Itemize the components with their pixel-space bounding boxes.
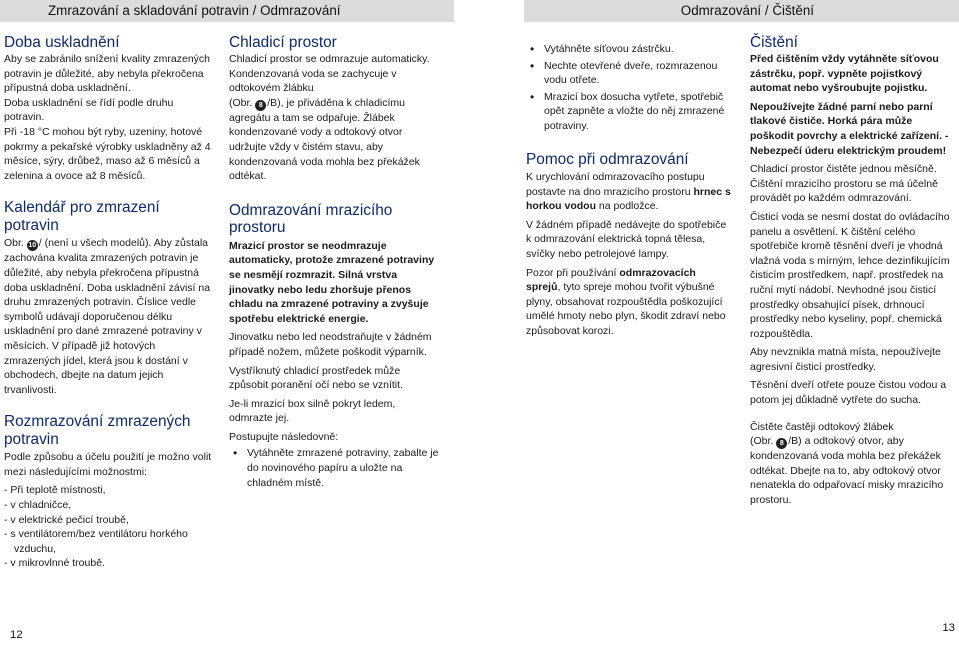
freezer-warning: Mrazicí prostor se neodmrazuje automaticky, protože zmrazené potraviny se nesmějí rozmrazit. Silná vrstva jinovatky nebo ledu zhoršuje přenos chladu na zmrazené potraviny a zvyšuje spotřebu elektrické energie.	[229, 239, 435, 325]
fridge-text: /B), je přiváděna k chladicímu agregátu a tam se odpařuje. Žlábek kondenzované vody a odtokový otvor udržujte vždy v čistém stavu, aby kondenzovaná voda mohla bez překážek odtékat.	[229, 96, 420, 183]
para-clean-2	[750, 100, 955, 158]
heading-fridge-compartment: Chladicí prostor	[229, 34, 337, 51]
thawing-options-list	[4, 483, 214, 571]
page-number-left: 12	[10, 629, 23, 641]
help-text-a: K urychlování odmrazovacího postupu postavte na dno mrazicího prostoru	[526, 171, 705, 198]
heading-freezing-calendar: Kalendář pro zmrazení potravin	[4, 199, 160, 234]
heading-thawing: Rozmrazování zmrazených potravin	[4, 413, 191, 448]
para-clean-7	[750, 420, 955, 508]
column-1	[4, 35, 214, 571]
column-2	[229, 35, 441, 494]
clean7-fig-label: (Obr.	[750, 435, 774, 448]
heading-defrost-help: Pomoc při odmrazování	[526, 150, 689, 168]
para-help-3	[526, 266, 732, 339]
para-freezer-bold	[229, 239, 441, 327]
clean-warning-1: Před čištěním vždy vytáhněte síťovou zástrčku, popř. vypněte pojistkový automat nebo vyšroubujte pojistku.	[750, 53, 939, 95]
thawing-option: - Při teplotě místnosti,	[4, 484, 106, 497]
column-4	[750, 35, 955, 512]
fridge-fig-label: (Obr.	[229, 96, 253, 109]
thawing-option: - s ventilátorem/bez ventilátoru horkého vzduchu,	[4, 528, 188, 555]
header-left-title: Zmrazování a skladování potravin / Odmrazování	[48, 3, 341, 18]
para-storage-3: Při -18 °C mohou být ryby, uzeniny, hotové pokrmy a pekařské výrobky uskladněny až 4 měsíce, sýry, drůbež, maso až 6 měsíců a zelenina a ovoce až 8 měsíců.	[4, 125, 211, 182]
header-left	[0, 0, 454, 22]
figure-number-icon: 8	[776, 438, 787, 449]
clean7-text-c: /B) a odtokový otvor, aby kondenzovaná voda mohla bez překážek odtékat. Dbejte na to, aby odtokový otvor nenatekla do odpařovací misky mrazicího prostoru.	[750, 435, 944, 507]
para-help-2: V žádném případě nedávejte do spotřebiče k odmrazování elektrická topná tělesa, svíčky nebo petrolejové lampy.	[526, 218, 727, 261]
help3-text-c: , tyto spreje mohou tvořit výbušné plyny, obsahovat rozpouštědla poškozující umělé hmoty nebo plyn, škodit zdraví nebo způsobovat korozi.	[526, 281, 726, 337]
para-clean-1	[750, 52, 955, 96]
heading-storage-time: Doba uskladnění	[4, 34, 120, 51]
para-clean-3: Chladicí prostor čistěte jednou měsíčně. Čištění mrazicího prostoru se má účelně provádět po každém odmrazování.	[750, 163, 938, 205]
bullet-item: • Vytáhněte síťovou zástrčku.	[526, 42, 732, 57]
para-clean-5: Aby nevznikla matná místa, nepoužívejte agresivní čisticí prostředky.	[750, 346, 941, 373]
column-3	[526, 35, 732, 343]
para-clean-4: Čisticí voda se nesmí dostat do ovládacího panelu a osvětlení. K čištění celého spotřebiče kromě těsnění dveří je vhodná vlažná voda s mírným, lehce dezinfikujícím čisticím prostředkem, např. prostředek na ruční mytí nádobí. Nevhodné jsou čisticí prostředky obsahující písek, drhnoucí prostředky nebo kyseliny, popř. chemická rozpouštědla.	[750, 210, 950, 340]
para-calendar	[4, 236, 214, 397]
para-procedure: Postupujte následovně:	[229, 430, 339, 443]
help-text-c: na podložce.	[598, 200, 659, 213]
bullet-item: • Vytáhněte zmrazené potraviny, zabalte je do novinového papíru a uložte na chladném místě.	[229, 446, 441, 490]
clean-warning-2: Nepoužívejte žádné parní nebo parní tlakové čističe. Horká pára může poškodit povrchy a elektrické zařízení. - Nebezpečí úderu elektrickým proudem!	[750, 100, 949, 157]
calendar-fig-label: Obr.	[4, 237, 24, 250]
para-fridge-2	[229, 96, 441, 184]
help3-text-bold: odmrazovacích sprejů	[526, 266, 696, 294]
page-number-right: 13	[942, 622, 955, 634]
para-help-1	[526, 170, 732, 214]
figure-number-icon: 10	[28, 242, 37, 250]
figure-number-icon: 8	[255, 100, 266, 111]
para-thawing: Podle způsobu a účelu použití je možno volit mezi následujícími možnostmi:	[4, 451, 212, 478]
help3-text-a: Pozor při používání	[526, 266, 617, 279]
thawing-option: - v chladničce,	[4, 499, 72, 512]
para-freezer-4: Je-li mrazicí box silně pokryt ledem, odmrazte jej.	[229, 397, 396, 425]
clean7-text-a: Čistěte častěji odtokový žlábek	[750, 420, 894, 433]
header-right-title: Odmrazování / Čištění	[680, 3, 814, 18]
thawing-option: - v mikrovlnné troubě.	[4, 557, 105, 570]
bullet-item: • Nechte otevřené dveře, rozmrazenou vodu otřete.	[526, 59, 732, 88]
para-storage-1: Aby se zabránilo snížení kvality zmrazených potravin je důležité, aby nebyla překročena přípustná doba uskladnění.	[4, 53, 211, 95]
para-freezer-3: Vystříknutý chladicí prostředek může způsobit poranění očí nebo se vznítit.	[229, 364, 403, 392]
heading-freezer-defrost: Odmrazování mrazicího prostoru	[229, 201, 393, 237]
calendar-text: / (není u všech modelů). Aby zůstala zachována kvalita zmrazených potravin je důležité, aby nebyla překročena přípustná doba uskladnění. Doba uskladnění závisí na druhu zmrazených potravin. Číslice vedle symbolů udávají doporučenou délku uskladnění pro dané zmrazené potraviny v měsících. V případě již hotových zmrazených jídel, která jsou k dostání v obchodech, dbejte na datum jejich trvanlivosti.	[4, 237, 211, 396]
header-right	[524, 0, 959, 22]
heading-cleaning: Čištění	[750, 34, 798, 51]
para-storage-2: Doba uskladnění se řídí podle druhu potravin.	[4, 96, 174, 124]
help-text-bold: hrnec s horkou vodou	[526, 185, 731, 213]
para-clean-6: Těsnění dveří otřete pouze čistou vodou a potom jej důkladně vytřete do sucha.	[750, 379, 947, 407]
para-freezer-2: Jinovatku nebo led neodstraňujte v žádném případě nožem, můžete poškodit výparník.	[229, 331, 432, 358]
bullet-item: • Mrazicí box dosucha vytřete, spotřebič opět zapněte a vložte do něj zmrazené potraviny.	[526, 90, 732, 134]
thawing-option: - v elektrické pečicí troubě,	[4, 513, 129, 526]
para-fridge-1: Chladicí prostor se odmrazuje automaticky. Kondenzovaná voda se zachycuje v odtokovém žlábku	[229, 53, 430, 95]
